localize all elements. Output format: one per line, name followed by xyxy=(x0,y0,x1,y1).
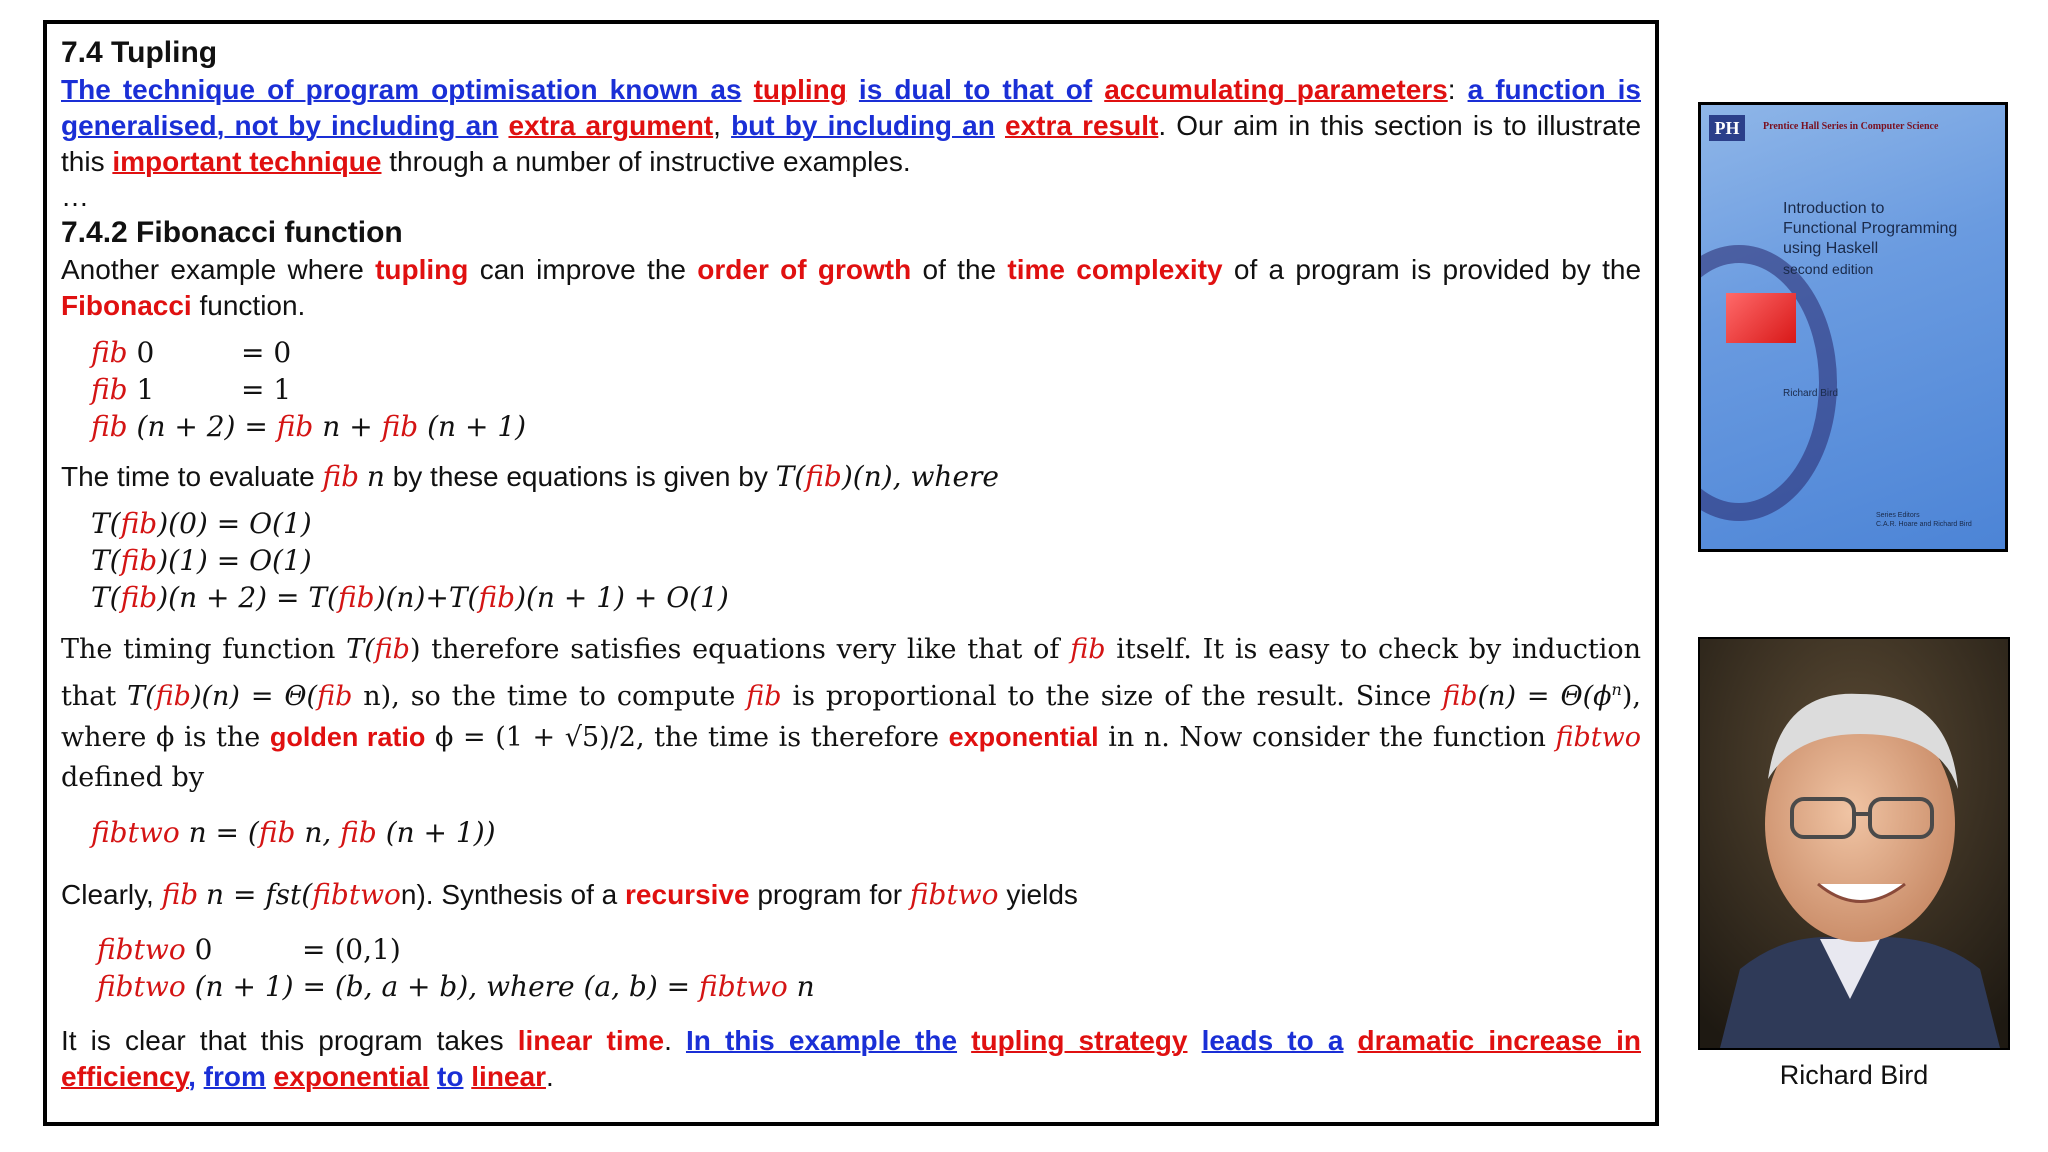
cover-editors-line-2: C.A.R. Hoare and Richard Bird xyxy=(1876,521,1972,528)
t-eq2-rest: )(1) = O(1) xyxy=(157,544,312,577)
p3-fib5: fib xyxy=(746,681,782,712)
fib-eq2-arg: 1 xyxy=(136,373,155,406)
fibtwo-def-fib: fib xyxy=(258,816,296,849)
fib-eq2-fn: fib xyxy=(91,373,128,406)
fibtwo-eq1-rhs: = (0,1) xyxy=(302,933,401,966)
cover-book-title xyxy=(1783,199,1957,279)
conc-b: . xyxy=(664,1025,672,1056)
fibtwo-eq1-fn: fibtwo xyxy=(97,933,186,966)
fibtwo-eq1-arg: 0 xyxy=(194,933,213,966)
fib-p1-d: order of growth xyxy=(697,254,912,285)
fib-equations xyxy=(91,334,1641,445)
t-eq3-fib: fib xyxy=(120,581,158,614)
ellipsis: … xyxy=(61,181,89,212)
fib-p1-e: of the xyxy=(922,254,997,285)
conc-a: It is clear that this program takes xyxy=(61,1025,504,1056)
fibtwo-eq2-b: n xyxy=(796,970,815,1003)
publisher-logo: PH xyxy=(1709,115,1745,141)
fibonacci-intro-paragraph xyxy=(61,252,1641,324)
p3-fib: fib xyxy=(374,634,410,665)
p3-fib2: fib xyxy=(1070,634,1106,665)
intro-s13: through a number of instructive examples. xyxy=(389,146,911,177)
intro-s11: . Our aim in this section is to illustrate this xyxy=(61,110,1642,177)
p3-m: defined by xyxy=(61,762,205,793)
book-cover-image xyxy=(1698,102,2008,552)
fib-eq1-rhs: = 0 xyxy=(241,336,292,369)
p3-i: (n) = Θ(ϕ xyxy=(1477,681,1612,712)
p2-a: The time to evaluate xyxy=(61,461,315,492)
p3-fib3: fib xyxy=(155,681,191,712)
conc-l: . xyxy=(545,1061,554,1092)
fibtwo-eq2-fn: fibtwo xyxy=(97,970,186,1003)
p3-c: ) therefore satisfies equations very like that of xyxy=(409,634,1060,665)
p3-e: T( xyxy=(127,681,156,712)
conc-k: linear xyxy=(471,1061,546,1092)
conc-i: exponential xyxy=(273,1061,430,1092)
t-eq-row-2 xyxy=(91,542,1641,579)
cover-series-title: Prentice Hall Series in Computer Science xyxy=(1763,121,1939,132)
author-photo xyxy=(1698,637,2010,1050)
p3-k: ϕ = (1 + √5)/2, the time is therefore xyxy=(435,722,939,753)
t-eq3-b: )(n)+T( xyxy=(374,581,479,614)
fib-eq3-fn2: fib xyxy=(276,410,314,443)
t-eq1-fib: fib xyxy=(120,507,158,540)
fib-p1-b: tupling xyxy=(375,254,469,285)
conc-lin: linear time xyxy=(517,1025,665,1056)
fib-p1-g: of a program is provided by the xyxy=(1233,254,1642,285)
cover-title-line-3: using Haskell xyxy=(1783,240,1879,257)
p3-fibtwo: fibtwo xyxy=(1555,722,1641,753)
fibtwo-eq-row-2 xyxy=(97,968,1641,1005)
fibtwo-def-fn: fibtwo xyxy=(91,816,180,849)
conclusion-paragraph xyxy=(61,1023,1641,1095)
p2-b: by these equations is given by xyxy=(392,461,768,492)
fib-p1-c: can improve the xyxy=(479,254,686,285)
fib-eq3-end: (n + 1) xyxy=(427,410,527,443)
p3-a: The timing function xyxy=(61,634,336,665)
fib-eq-row-1 xyxy=(91,334,1641,371)
section-title: 7.4 Tupling xyxy=(61,36,218,69)
fib-eq3-n: n + xyxy=(322,410,373,443)
t-eq2-T: T( xyxy=(91,544,121,577)
fibtwo-def-fib2: fib xyxy=(340,816,377,849)
conc-j: to xyxy=(437,1061,464,1092)
conc-h: from xyxy=(203,1061,266,1092)
fib-p1-i: function. xyxy=(199,290,306,321)
fib-eq3-fn3: fib xyxy=(381,410,419,443)
conc-c: In this example the xyxy=(685,1025,958,1056)
timing-analysis-paragraph xyxy=(61,630,1641,798)
p3-exp: exponential xyxy=(948,722,1099,752)
intro-paragraph xyxy=(61,72,1641,180)
p2-c: )(n), where xyxy=(841,460,999,493)
fibtwo-def-c: (n + 1)) xyxy=(385,816,496,849)
fibtwo-eq-row-1 xyxy=(97,931,1641,968)
p3-sup: n xyxy=(1611,680,1622,699)
p3-b: T( xyxy=(346,634,375,665)
p2-T: T( xyxy=(775,460,806,493)
subsection-title: 7.4.2 Fibonacci function xyxy=(61,216,403,249)
slide-content-box xyxy=(43,20,1659,1126)
p2-fib2: fib xyxy=(805,460,842,493)
p3-g: n), so the time to compute xyxy=(363,681,736,712)
time-eval-paragraph xyxy=(61,459,1641,495)
t-eq-row-3 xyxy=(91,579,1641,616)
p4-a: Clearly, xyxy=(61,879,154,910)
p3-l: in n. Now consider the function xyxy=(1108,722,1546,753)
fibtwo-def-b: n, xyxy=(304,816,332,849)
intro-s6: a function is generalised, not by including an xyxy=(61,74,1642,141)
cover-series-editors xyxy=(1876,511,1972,529)
cover-red-square xyxy=(1726,293,1796,343)
fib-eq1-fn: fib xyxy=(91,336,128,369)
intro-s12: important technique xyxy=(112,146,382,177)
fib-p1-f: time complexity xyxy=(1007,254,1223,285)
fibtwo-eq2-fn2: fibtwo xyxy=(699,970,788,1003)
fib-eq2-rhs: = 1 xyxy=(241,373,292,406)
intro-s8: , xyxy=(713,110,721,141)
conc-d: tupling strategy xyxy=(971,1025,1188,1056)
conc-e: leads to a xyxy=(1201,1025,1344,1056)
intro-s9: but by including an xyxy=(731,110,995,141)
intro-s2: tupling xyxy=(753,74,847,105)
fib-eq1-arg: 0 xyxy=(136,336,155,369)
p4-fibtwo: fibtwo xyxy=(312,878,401,911)
fib-p1-a: Another example where xyxy=(61,254,364,285)
t-eq-row-1 xyxy=(91,505,1641,542)
fib-p1-h: Fibonacci xyxy=(61,290,192,321)
p3-golden: golden ratio xyxy=(269,722,426,752)
p3-fib6: fib xyxy=(1442,681,1478,712)
fibtwo-equations xyxy=(97,931,1641,1005)
conc-g: , xyxy=(188,1061,196,1092)
t-eq3-T: T( xyxy=(91,581,121,614)
p4-c: n). Synthesis of a xyxy=(400,879,618,910)
fibtwo-def-a: n = ( xyxy=(188,816,259,849)
p4-e: yields xyxy=(1006,879,1078,910)
cover-author: Richard Bird xyxy=(1783,388,1839,399)
author-photo-caption: Richard Bird xyxy=(1779,1060,1929,1090)
intro-s7: extra argument xyxy=(508,110,714,141)
conc-f: dramatic increase in efficiency xyxy=(61,1025,1641,1092)
intro-s1: The technique of program optimisation known as xyxy=(61,74,742,105)
p2-n: n xyxy=(366,460,385,493)
p4-b: n = fst( xyxy=(206,878,313,911)
t-eq3-fib3: fib xyxy=(478,581,516,614)
p3-f: )(n) = Θ( xyxy=(190,681,318,712)
timing-equations xyxy=(91,505,1641,616)
p4-fib: fib xyxy=(161,878,199,911)
t-eq3-c: )(n + 1) + O(1) xyxy=(515,581,729,614)
t-eq3-fib2: fib xyxy=(337,581,375,614)
p4-d: program for xyxy=(757,879,903,910)
t-eq1-rest: )(0) = O(1) xyxy=(157,507,312,540)
fibtwo-definition xyxy=(91,814,1641,851)
p4-fibtwo2: fibtwo xyxy=(909,878,999,911)
intro-s10: extra result xyxy=(1005,110,1159,141)
cover-title-line-1: Introduction to xyxy=(1783,200,1885,217)
p4-rec: recursive xyxy=(625,879,750,910)
t-eq3-a: )(n + 2) = T( xyxy=(157,581,338,614)
fib-eq3-arg: (n + 2) = xyxy=(136,410,268,443)
synthesis-paragraph xyxy=(61,877,1641,913)
p3-d: itself. It is easy to check by induction that xyxy=(61,634,1641,712)
fib-eq3-fn: fib xyxy=(91,410,128,443)
intro-s4: accumulating parameters xyxy=(1104,74,1448,105)
fibtwo-def-row xyxy=(91,814,1641,851)
fib-eq-row-3 xyxy=(91,408,1641,445)
cover-swirl-graphic xyxy=(1698,245,1837,521)
intro-s5: : xyxy=(1447,74,1456,105)
cover-title-line-2: Functional Programming xyxy=(1783,220,1958,237)
p3-fib4: fib xyxy=(317,681,353,712)
intro-s3: is dual to that of xyxy=(858,74,1093,105)
t-eq2-fib: fib xyxy=(120,544,158,577)
p3-j: ), where ϕ is the xyxy=(61,681,1641,753)
p3-h: is proportional to the size of the result. Since xyxy=(792,681,1432,712)
cover-edition: second edition xyxy=(1783,261,1874,277)
fibtwo-eq2-a: (n + 1) = (b, a + b), where (a, b) = xyxy=(194,970,691,1003)
cover-editors-line-1: Series Editors xyxy=(1876,512,1920,519)
author-portrait-illustration xyxy=(1700,639,2008,1048)
fib-eq-row-2 xyxy=(91,371,1641,408)
t-eq1-T: T( xyxy=(91,507,121,540)
p2-fib: fib xyxy=(322,460,360,493)
